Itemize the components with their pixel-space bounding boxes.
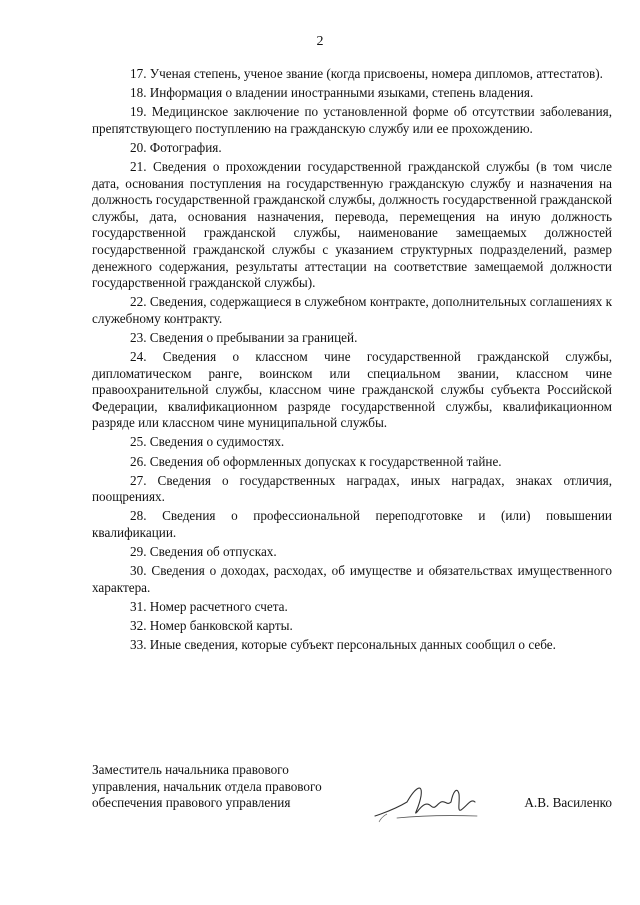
signatory-position-line: управления, начальник отдела правового <box>92 778 322 794</box>
list-item: 24. Сведения о классном чине государственной гражданской службы, дипломатическом ранге, воинском или специальном звании, классном чине правоохранительной службы, классном чине гражданской службы субъекта Российской Федерации, квалификационном разряде государственной службы, квалификационном разряде или классном чине муниципальной службы. <box>92 349 612 431</box>
list-item: 23. Сведения о пребывании за границей. <box>130 329 358 345</box>
signatory-name: А.В. Василенко <box>524 795 612 810</box>
handwritten-signature <box>367 772 507 828</box>
list-item: 31. Номер расчетного счета. <box>130 598 288 614</box>
list-item: 17. Ученая степень, ученое звание (когда присвоены, номера дипломов, аттестатов). <box>130 66 603 81</box>
list-item: 30. Сведения о доходах, расходах, об имуществе и обязательствах имущественного характера. <box>92 563 612 595</box>
list-item: 20. Фотография. <box>130 139 222 155</box>
signatory-position-line: обеспечения правового управления <box>92 795 291 811</box>
list-item: 19. Медицинское заключение по установленной форме об отсутствии заболевания, препятствующего поступлению на гражданскую службу или ее прохождению. <box>92 104 612 136</box>
list-item: 25. Сведения о судимостях. <box>130 434 285 450</box>
signatory-position-line: Заместитель начальника правового <box>92 762 289 777</box>
signatory-position <box>92 762 372 812</box>
list-item: 26. Сведения об оформленных допусках к государственной тайне. <box>130 453 502 469</box>
list-item: 27. Сведения о государственных наградах, иных наградах, знаках отличия, поощрениях. <box>92 472 612 505</box>
document-body <box>92 66 612 656</box>
list-item: 33. Иные сведения, которые субъект персональных данных сообщил о себе. <box>130 637 556 652</box>
list-item: 18. Информация о владении иностранными языками, степень владения. <box>130 85 534 101</box>
list-item: 29. Сведения об отпусках. <box>130 544 277 560</box>
list-item: 32. Номер банковской карты. <box>130 617 293 633</box>
list-item: 21. Сведения о прохождении государственной гражданской службы (в том числе дата, основания поступления на государственную гражданскую службу и назначения на должность государственной гражданской службы, должность государственной гражданской службы, дата, основания назначения, перевода, перемещения на иную должность государственной гражданской службы, наименование замещаемых должностей государственной гражданской службы с указанием структурных подразделений, размер денежного содержания, результаты аттестации на соответствие замещаемой должности государственной гражданской службы). <box>92 158 612 291</box>
list-item: 22. Сведения, содержащиеся в служебном контракте, дополнительных соглашениях к служебному контракту. <box>92 294 612 326</box>
page-number: 2 <box>316 34 324 49</box>
list-item: 28. Сведения о профессиональной переподготовке и (или) повышении квалификации. <box>92 508 612 540</box>
signature-block <box>92 762 612 842</box>
